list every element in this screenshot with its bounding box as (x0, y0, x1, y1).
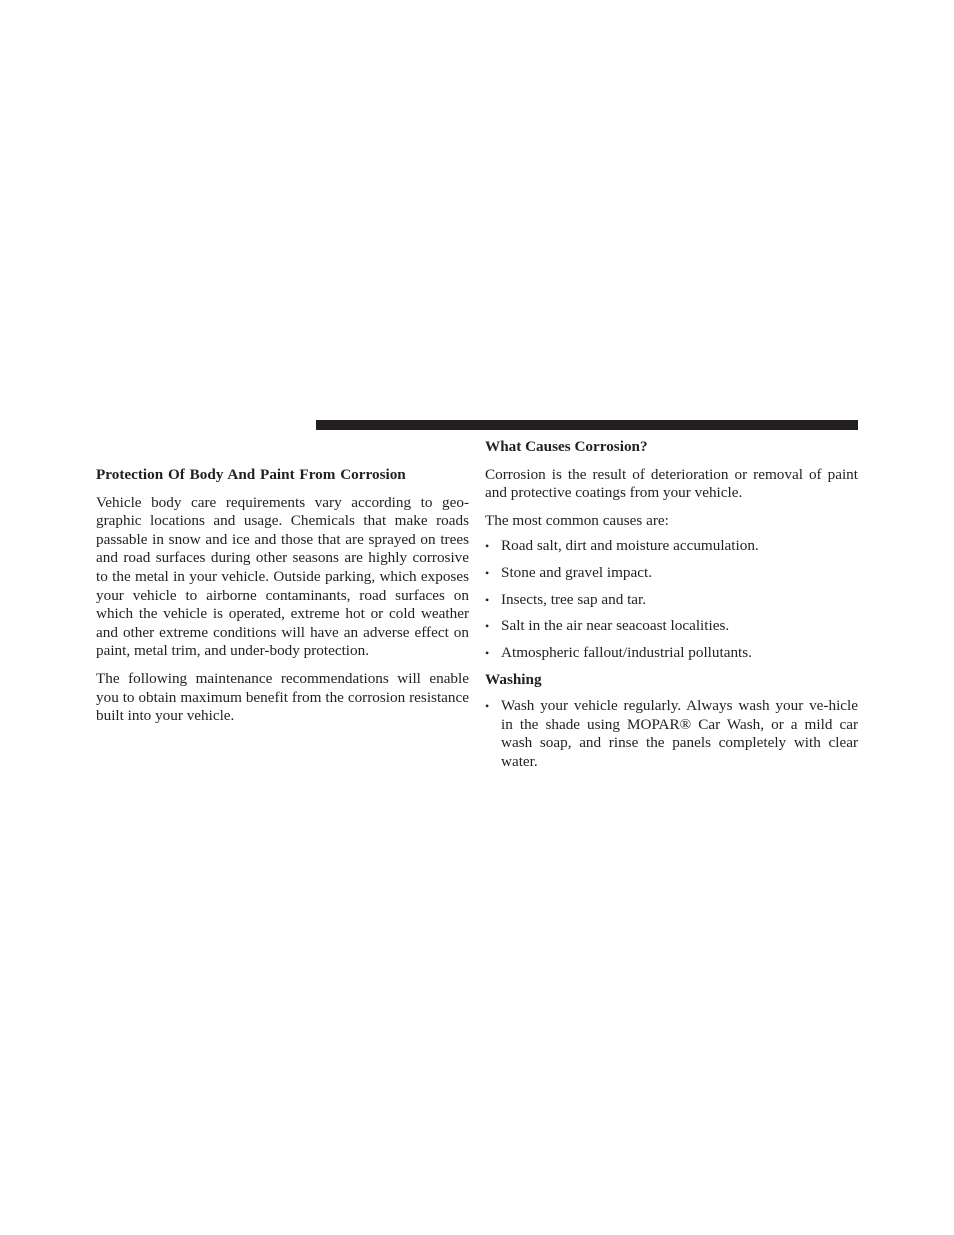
text-line: resistance built into your vehicle. (96, 688, 469, 725)
list-item (485, 564, 858, 583)
text-line: have an adverse effect on paint, metal trim, and under- (96, 623, 469, 660)
text-line: Corrosion is the result of deterioration or removal of (485, 465, 822, 483)
washing-list (485, 697, 858, 771)
text-line: graphic locations and usage. Chemicals that make roads (96, 512, 469, 530)
text-line: car wash soap, and rinse the panels completely with (501, 715, 859, 752)
text-line: road surfaces on which the vehicle is operated, extreme (96, 586, 469, 623)
section-heading-protection: Protection Of Body And Paint From Corrosion (96, 466, 406, 483)
list-item (485, 537, 858, 556)
section-header-bar (316, 420, 858, 430)
list-item (485, 617, 858, 636)
section-heading-causes: What Causes Corrosion? (485, 438, 648, 455)
text-line: which exposes your vehicle to airborne contaminants, (96, 567, 469, 604)
bullet-icon: • (485, 698, 490, 713)
paragraph-maintenance (96, 670, 469, 726)
text-line: body protection. (269, 642, 370, 660)
list-item-text (501, 697, 858, 770)
text-line: hot or cold weather and other extreme conditions will (96, 605, 470, 641)
left-column (96, 466, 469, 726)
text-line: trees and road surfaces during other seasons are highly (96, 530, 469, 567)
text-line: you to obtain maximum benefit from the corrosion (96, 688, 406, 706)
paragraph-causes-intro: The most common causes are: (485, 511, 669, 529)
text-line: Vehicle body care requirements vary according to geo- (96, 493, 469, 511)
list-item (485, 591, 858, 610)
text-line: passable in snow and ice and those that are sprayed on (96, 530, 436, 548)
bullet-icon: • (485, 645, 490, 660)
list-item-text: Insects, tree sap and tar. (501, 590, 647, 608)
bullet-icon: • (485, 619, 490, 634)
causes-list (485, 537, 858, 662)
list-item (485, 644, 858, 663)
text-line: Wash your vehicle regularly. Always wash your ve- (501, 696, 829, 714)
paragraph-corrosion-definition (485, 466, 858, 503)
text-line: clear water. (501, 734, 858, 770)
list-item-text: Atmospheric fallout/industrial pollutants. (501, 643, 752, 661)
section-heading-washing: Washing (485, 671, 542, 689)
list-item-text: Stone and gravel impact. (501, 563, 652, 581)
right-column (485, 438, 858, 771)
list-item-text: Road salt, dirt and moisture accumulation. (501, 537, 759, 555)
list-item (485, 697, 858, 771)
bullet-icon: • (485, 539, 490, 554)
list-item-text: Salt in the air near seacoast localities. (501, 617, 730, 635)
text-line: The following maintenance recommendations will enable (96, 669, 469, 687)
paragraph-body-care (96, 494, 469, 661)
text-line: paint and protective coatings from your vehicle. (485, 465, 858, 502)
bullet-icon: • (485, 565, 490, 580)
text-line: hicle in the shade using MOPAR® Car Wash, or a mild (501, 696, 858, 733)
bullet-icon: • (485, 592, 490, 607)
text-line: corrosive to the metal in your vehicle. Outside parking, (96, 549, 470, 585)
